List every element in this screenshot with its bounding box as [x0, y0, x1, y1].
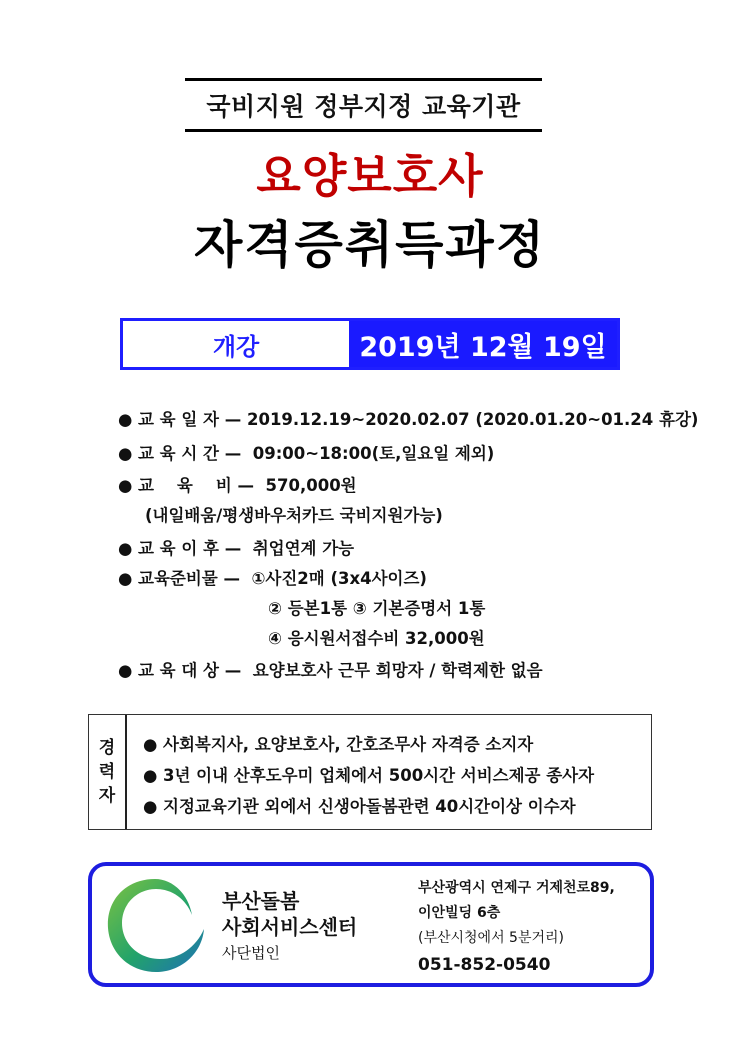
phone-number: 051-852-0540 — [418, 955, 551, 975]
header-subtitle: 국비지원 정부지정 교육기관 — [185, 78, 542, 132]
info-value: 취업연계 가능 — [252, 539, 355, 558]
bullet-icon: ● — [118, 539, 133, 558]
info-value: 570,000원 — [265, 476, 357, 495]
org-logo-icon — [100, 873, 210, 978]
bullet-icon: ● — [118, 661, 133, 680]
info-row-materials-3 — [268, 625, 485, 649]
info-key: 교 육 이 후 — — [138, 539, 242, 558]
career-list — [127, 715, 594, 829]
address-line-2: 이안빌딩 6층 — [418, 905, 501, 921]
opening-date: 2019년 12월 19일 — [349, 321, 617, 367]
info-value: (내일배움/평생바우처카드 국비지원가능) — [145, 506, 443, 525]
bullet-icon: ● — [143, 797, 158, 816]
address-line-1: 부산광역시 연제구 거제천로89, — [418, 880, 615, 896]
career-box — [88, 714, 652, 830]
bullet-icon: ● — [118, 569, 133, 588]
info-row-fee — [118, 472, 357, 496]
info-row-date — [118, 406, 698, 430]
info-value: ② 등본1통 ③ 기본증명서 1통 — [268, 599, 486, 618]
info-value: 요양보호사 근무 희망자 / 학력제한 없음 — [252, 661, 543, 680]
bullet-icon: ● — [118, 476, 133, 495]
list-item: ● 3년 이내 산후도우미 업체에서 500시간 서비스제공 종사자 — [143, 766, 595, 785]
opening-label: 개강 — [123, 321, 349, 367]
info-row-after — [118, 535, 354, 559]
info-value: ④ 응시원서접수비 32,000원 — [268, 629, 485, 648]
list-item: ● 지정교육기관 외에서 신생아돌봄관련 40시간이상 이수자 — [143, 797, 576, 816]
info-row-materials-2 — [268, 595, 485, 619]
info-key: 교 육 일 자 — — [138, 410, 242, 429]
opening-banner — [120, 318, 620, 370]
info-key: 교육준비물 — — [138, 569, 240, 588]
list-item: ● 사회복지사, 요양보호사, 간호조무사 자격증 소지자 — [143, 735, 534, 754]
bullet-icon: ● — [118, 444, 133, 463]
info-key: 교 육 비 — — [138, 476, 255, 495]
info-key: 교 육 시 간 — — [138, 444, 242, 463]
info-value: 2019.12.19~2020.02.07 (2020.01.20~01.24 휴강) — [246, 410, 699, 429]
address-note: (부산시청에서 5분거리) — [418, 930, 564, 946]
bullet-icon: ● — [143, 766, 158, 785]
page-title-black: 자격증취득과정 — [193, 216, 547, 274]
info-value: ①사진2매 (3x4사이즈) — [251, 569, 427, 588]
page-title-red: 요양보호사 — [256, 149, 484, 203]
bullet-icon: ● — [118, 410, 133, 429]
bullet-icon: ● — [143, 735, 158, 754]
career-label: 경 력 자 — [89, 715, 127, 829]
info-value: 09:00~18:00(토,일요일 제외) — [252, 444, 495, 463]
info-row-target — [118, 657, 543, 681]
org-type: 사단법인 — [222, 944, 280, 962]
info-row-materials — [118, 565, 427, 589]
org-name: 부산돌봄 사회서비스센터 — [222, 889, 358, 939]
info-row-time — [118, 440, 494, 464]
info-row-fee-note — [145, 502, 443, 526]
info-key: 교 육 대 상 — — [138, 661, 242, 680]
